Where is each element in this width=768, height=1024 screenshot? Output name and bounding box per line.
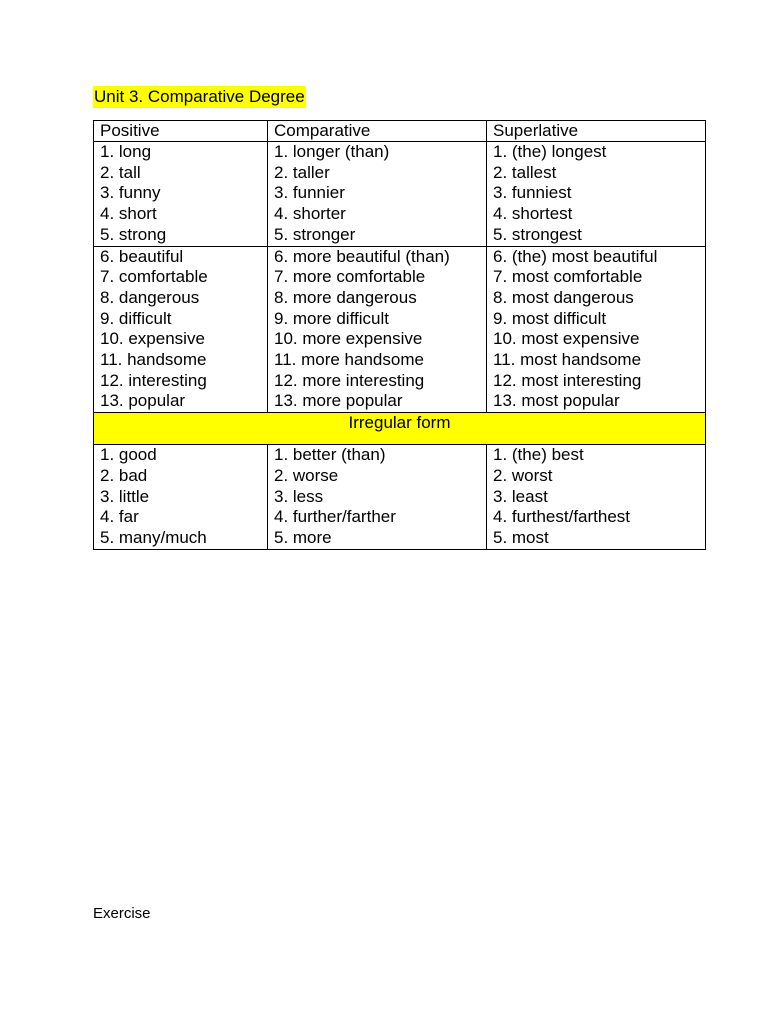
list-item: 2. tallest xyxy=(493,162,557,182)
list-item: 1. long xyxy=(100,142,152,161)
list-item: 10. most expensive xyxy=(493,329,640,349)
list-item: 6. (the) most beautiful xyxy=(493,246,658,266)
list-item: 4. shorter xyxy=(274,204,346,224)
table-row xyxy=(94,445,706,550)
list-item: 8. most dangerous xyxy=(493,287,634,307)
list-item: 13. more popular xyxy=(274,391,403,411)
list-item: 2. bad xyxy=(100,465,148,485)
list-item: 12. most interesting xyxy=(493,370,642,390)
list-item: 3. little xyxy=(100,486,150,506)
list-item: 2. tall xyxy=(100,162,141,182)
superlative-cell xyxy=(487,246,706,413)
list-item: 3. less xyxy=(274,486,324,506)
exercise-heading: Exercise xyxy=(93,905,151,922)
list-item: 3. funniest xyxy=(493,183,572,203)
superlative-cell xyxy=(487,445,706,550)
list-item: 1. good xyxy=(100,445,157,465)
positive-cell xyxy=(94,445,268,550)
page-title: Unit 3. Comparative Degree xyxy=(94,87,305,106)
list-item: 1. (the) longest xyxy=(493,142,607,161)
irregular-form-label: Irregular form xyxy=(94,413,706,445)
list-item: 4. shortest xyxy=(493,204,573,224)
list-item: 3. least xyxy=(493,486,548,506)
table-row xyxy=(94,246,706,413)
list-item: 1. (the) best xyxy=(493,445,584,465)
list-item: 7. most comfortable xyxy=(493,267,643,287)
list-item: 11. more handsome xyxy=(274,350,424,370)
list-item: 7. more comfortable xyxy=(274,267,426,287)
comparative-cell xyxy=(268,246,487,413)
list-item: 4. far xyxy=(100,507,139,527)
list-item: 2. worse xyxy=(274,465,339,485)
list-item: 11. most handsome xyxy=(493,350,642,370)
list-item: 8. dangerous xyxy=(100,287,200,307)
list-item: 13. popular xyxy=(100,391,186,411)
list-item: 2. taller xyxy=(274,162,330,182)
list-item: 5. strong xyxy=(100,224,167,244)
list-item: 12. more interesting xyxy=(274,370,425,390)
list-item: 1. better (than) xyxy=(274,445,386,465)
list-item: 5. most xyxy=(493,527,549,547)
comparative-cell xyxy=(268,142,487,247)
list-item: 9. more difficult xyxy=(274,308,389,328)
positive-cell xyxy=(94,246,268,413)
list-item: 5. more xyxy=(274,527,332,547)
positive-cell xyxy=(94,142,268,247)
list-item: 4. further/farther xyxy=(274,507,396,527)
list-item: 10. more expensive xyxy=(274,329,423,349)
list-item: 13. most popular xyxy=(493,391,620,411)
list-item: 3. funny xyxy=(100,183,161,203)
list-item: 7. comfortable xyxy=(100,267,208,287)
table-header-row xyxy=(94,121,706,142)
list-item: 5. many/much xyxy=(100,527,207,547)
list-item: 8. more dangerous xyxy=(274,287,417,307)
list-item: 2. worst xyxy=(493,465,553,485)
list-item: 1. longer (than) xyxy=(274,142,390,161)
list-item: 6. more beautiful (than) xyxy=(274,246,450,266)
table-row xyxy=(94,142,706,247)
list-item: 12. interesting xyxy=(100,370,207,390)
superlative-cell xyxy=(487,142,706,247)
list-item: 5. strongest xyxy=(493,224,582,244)
irregular-row xyxy=(94,413,706,445)
header-positive: Positive xyxy=(94,121,268,142)
list-item: 6. beautiful xyxy=(100,246,184,266)
degree-table xyxy=(93,120,706,550)
list-item: 11. handsome xyxy=(100,350,207,370)
list-item: 5. stronger xyxy=(274,224,356,244)
header-comparative: Comparative xyxy=(268,121,487,142)
comparative-cell xyxy=(268,445,487,550)
list-item: 9. most difficult xyxy=(493,308,607,328)
list-item: 4. short xyxy=(100,204,157,224)
list-item: 10. expensive xyxy=(100,329,205,349)
list-item: 3. funnier xyxy=(274,183,345,203)
list-item: 4. furthest/farthest xyxy=(493,507,631,527)
list-item: 9. difficult xyxy=(100,308,172,328)
header-superlative: Superlative xyxy=(487,121,706,142)
